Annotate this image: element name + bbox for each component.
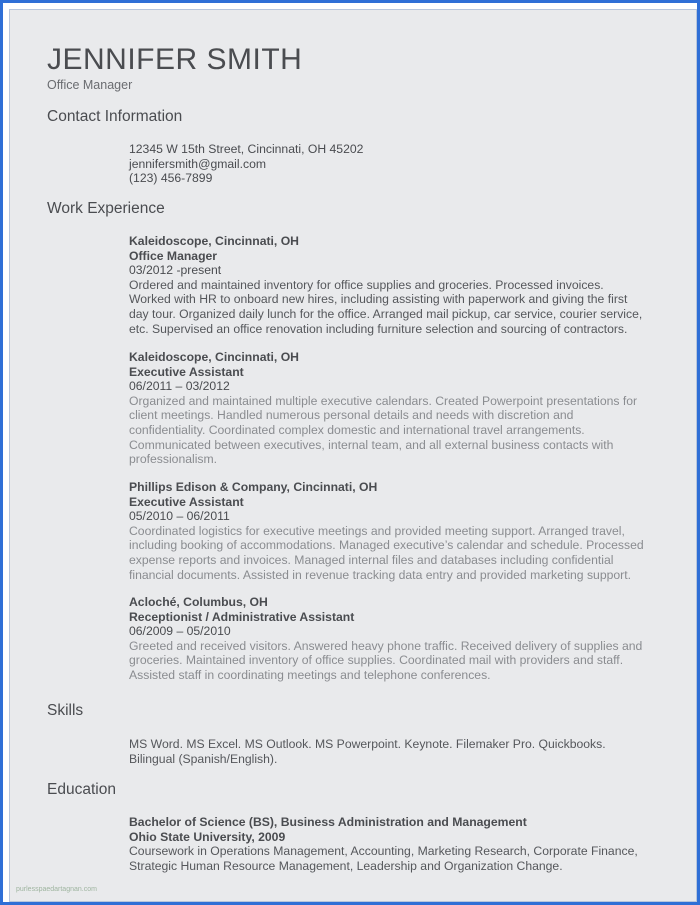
job-dates: 06/2009 – 05/2010 <box>129 624 231 639</box>
skills-line: Bilingual (Spanish/English). <box>129 751 278 766</box>
job-dates: 03/2012 -present <box>129 263 222 278</box>
job-company: Acloché, Columbus, OH <box>129 595 268 609</box>
contact-block <box>129 142 669 186</box>
job-description-line: expense reports and invoices. Managed internal files and databases including confidential <box>129 552 614 567</box>
job-description-line: professionalism. <box>129 452 218 467</box>
job-description-line: including booking of accommodations. Managed executive’s calendar and schedule. Processed <box>129 538 644 553</box>
job-description-line: confidentiality. Coordinated complex domestic and international travel arrangements. <box>129 422 585 437</box>
job-entry <box>129 350 669 467</box>
skills-line: MS Word. MS Excel. MS Outlook. MS Powerpoint. Keynote. Filemaker Pro. Quickbooks. <box>129 737 606 751</box>
section-heading-skills: Skills <box>47 702 84 719</box>
education-degree: Bachelor of Science (BS), Business Administration and Management <box>129 815 527 829</box>
section-heading-education: Education <box>47 781 116 798</box>
job-dates: 05/2010 – 06/2011 <box>129 509 230 524</box>
job-position: Office Manager <box>129 248 218 263</box>
job-description-line: Worked with HR to onboard new hires, including assisting with paperwork and giving the first <box>129 292 628 307</box>
contact-address: 12345 W 15th Street, Cincinnati, OH 45202 <box>129 142 364 156</box>
section-heading-work: Work Experience <box>47 200 165 217</box>
candidate-title: Office Manager <box>47 78 133 92</box>
job-company: Phillips Edison & Company, Cincinnati, OH <box>129 480 378 494</box>
job-description-line: Ordered and maintained inventory for office supplies and groceries. Processed invoices. <box>129 277 604 292</box>
job-description-line: Coordinated logistics for executive meetings and provided meeting support. Arranged travel, <box>129 523 625 538</box>
job-description-line: groceries. Maintained inventory of office supplies. Coordinated mail with providers and staff. <box>129 653 624 668</box>
education-coursework-line: Coursework in Operations Management, Accounting, Marketing Research, Corporate Finance, <box>129 844 638 859</box>
job-description-line: Organized and maintained multiple executive calendars. Created Powerpoint presentations for <box>129 393 638 408</box>
candidate-name: JENNIFER SMITH <box>47 43 303 76</box>
job-position: Receptionist / Administrative Assistant <box>129 609 355 624</box>
job-position: Executive Assistant <box>129 494 244 509</box>
job-description-line: client meetings. Handled numerous personal details and needs with discretion and <box>129 408 574 423</box>
job-description-line: Assisted staff in coordinating meetings and telephone conferences. <box>129 667 491 682</box>
job-description-line: financial documents. Assisted in revenue tracking data entry and provided marketing support. <box>129 567 632 582</box>
resume-page <box>9 9 697 902</box>
skills-block <box>129 737 669 766</box>
job-company: Kaleidoscope, Cincinnati, OH <box>129 234 299 248</box>
job-description-line: day tour. Organized daily lunch for the office. Arranged mail pickup, car service, courier service, <box>129 306 643 321</box>
job-entry <box>129 234 669 336</box>
education-block <box>129 815 669 873</box>
job-company: Kaleidoscope, Cincinnati, OH <box>129 350 299 364</box>
job-entry <box>129 480 669 582</box>
watermark: purlesspaedartagnan.com <box>16 886 97 893</box>
job-dates: 06/2011 – 03/2012 <box>129 379 230 394</box>
job-entry <box>129 595 669 683</box>
education-school: Ohio State University, 2009 <box>129 829 286 844</box>
job-position: Executive Assistant <box>129 364 244 379</box>
section-heading-contact: Contact Information <box>47 108 183 125</box>
education-coursework-line: Strategic Human Resource Management, Leadership and Organization Change. <box>129 858 563 873</box>
job-description-line: etc. Supervised an office renovation including furniture selection and sourcing of contractors. <box>129 321 628 336</box>
job-description-line: Greeted and received visitors. Answered heavy phone traffic. Received delivery of supplies and <box>129 638 643 653</box>
contact-phone: (123) 456-7899 <box>129 171 213 186</box>
contact-email: jennifersmith@gmail.com <box>129 156 266 171</box>
job-description-line: Communicated between executives, internal team, and all external business contacts with <box>129 437 614 452</box>
